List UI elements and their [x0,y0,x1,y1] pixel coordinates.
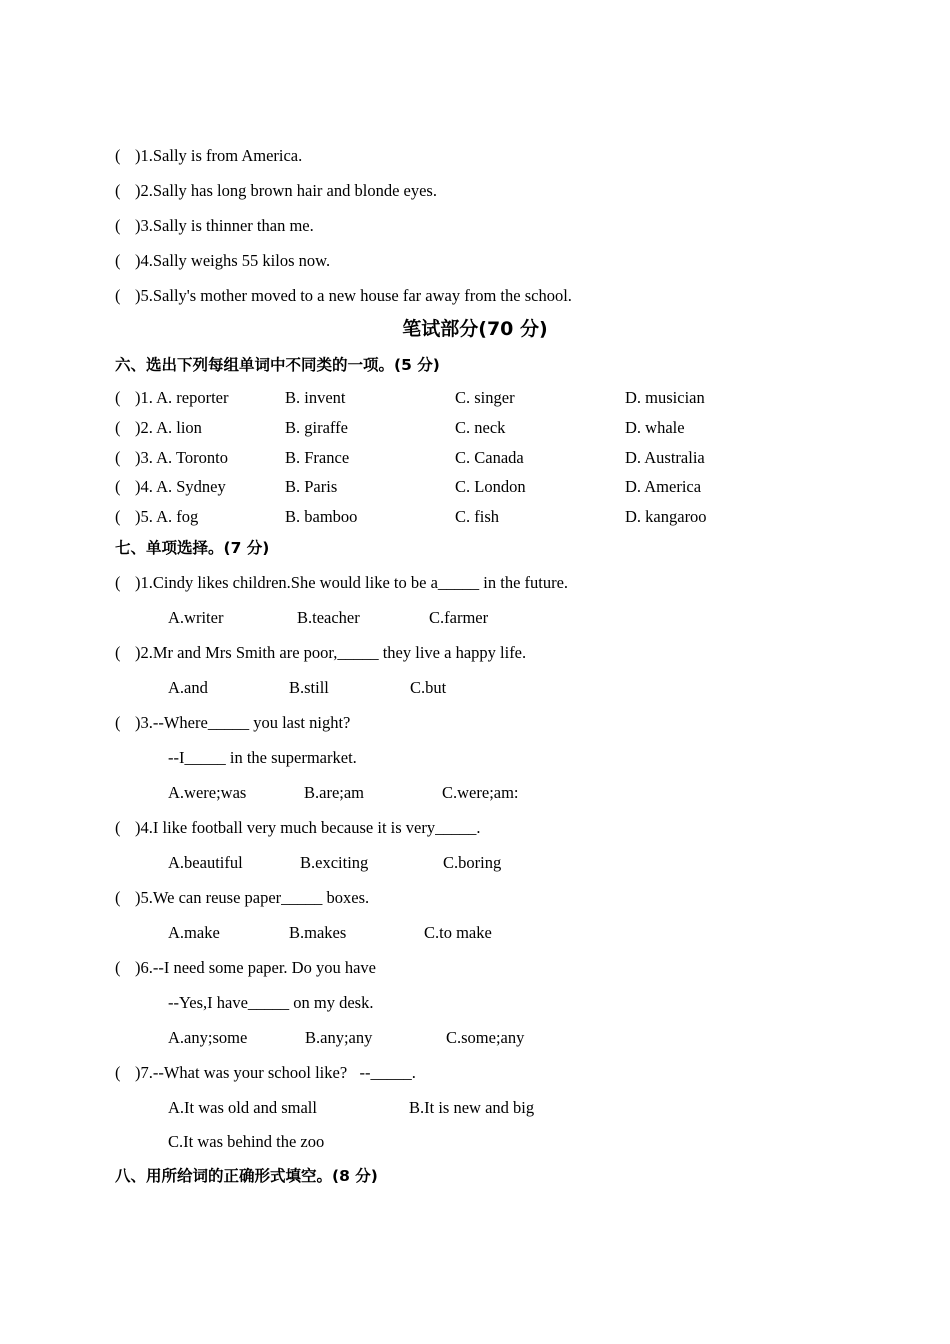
question-1 [115,573,568,593]
question-5 [115,888,369,908]
section-8-heading: 八、用所给词的正确形式填空。(8 分) [115,1167,378,1185]
answer-paren[interactable]: ( [115,573,121,592]
option-b: B. Paris [285,477,338,496]
question-3 [115,713,350,733]
tf-text: )2.Sally has long brown hair and blonde eyes. [135,181,437,200]
tf-item-2 [115,181,437,201]
choice-a: A.writer [168,608,224,627]
option-d: D. America [625,477,702,496]
answer-paren[interactable]: ( [115,251,121,270]
tf-text: )3.Sally is thinner than me. [135,216,314,235]
question-2 [115,643,526,663]
option-a: )4. A. Sydney [135,477,226,496]
question-3-line-2: --I_____ in the supermarket. [168,748,357,767]
choice-a: A.were;was [168,783,247,802]
tf-item-5 [115,286,572,306]
section-7-heading: 七、单项选择。(7 分) [115,539,270,557]
answer-paren[interactable]: ( [115,888,121,907]
question-6 [115,958,376,978]
option-c: C. neck [455,418,506,437]
answer-paren[interactable]: ( [115,818,121,837]
written-part-title: 笔试部分(70 分) [402,318,548,340]
option-b: B. bamboo [285,507,358,526]
choice-a: A.any;some [168,1028,248,1047]
option-d: D. musician [625,388,705,407]
option-c: C. London [455,477,526,496]
question-6-line-2: --Yes,I have_____ on my desk. [168,993,374,1012]
choice-c: C.some;any [446,1028,525,1047]
option-b: B. France [285,448,350,467]
answer-paren[interactable]: ( [115,507,121,526]
question-text: )5.We can reuse paper_____ boxes. [135,888,370,907]
answer-paren[interactable]: ( [115,388,121,407]
question-text: )2.Mr and Mrs Smith are poor,_____ they live a happy life. [135,643,527,662]
choice-a: A.It was old and small [168,1098,317,1117]
option-d: D. Australia [625,448,705,467]
answer-paren[interactable]: ( [115,958,121,977]
option-b: B. invent [285,388,346,407]
tf-item-3 [115,216,314,236]
choice-b: B.are;am [304,783,365,802]
option-a: )1. A. reporter [135,388,229,407]
answer-paren[interactable]: ( [115,286,121,305]
question-text: )6.--I need some paper. Do you have [135,958,376,977]
choice-a: A.make [168,923,220,942]
choice-a: A.and [168,678,208,697]
choice-c: C.were;am: [442,783,519,802]
tf-text: )4.Sally weighs 55 kilos now. [135,251,331,270]
option-d: D. whale [625,418,685,437]
choice-b: B.makes [289,923,347,942]
option-d: D. kangaroo [625,507,707,526]
answer-paren[interactable]: ( [115,477,121,496]
question-text: )7.--What was your school like? --_____. [135,1063,416,1082]
question-4 [115,818,481,838]
choice-c: C.It was behind the zoo [168,1132,325,1151]
option-a: )3. A. Toronto [135,448,228,467]
tf-text: )1.Sally is from America. [135,146,303,165]
choice-c: C.to make [424,923,492,942]
question-text: )1.Cindy likes children.She would like to be a_____ in the future. [135,573,569,592]
answer-paren[interactable]: ( [115,448,121,467]
choice-b: B.any;any [305,1028,373,1047]
choice-c: C.farmer [429,608,489,627]
question-text: )3.--Where_____ you last night? [135,713,351,732]
answer-paren[interactable]: ( [115,418,121,437]
choice-b: B.teacher [297,608,360,627]
question-7 [115,1063,416,1083]
option-a: )2. A. lion [135,418,202,437]
choice-a: A.beautiful [168,853,243,872]
tf-text: )5.Sally's mother moved to a new house far away from the school. [135,286,572,305]
option-c: C. fish [455,507,500,526]
answer-paren[interactable]: ( [115,181,121,200]
answer-paren[interactable]: ( [115,713,121,732]
choice-c: C.boring [443,853,502,872]
answer-paren[interactable]: ( [115,643,121,662]
section-6-heading: 六、选出下列每组单词中不同类的一项。(5 分) [115,356,440,374]
answer-paren[interactable]: ( [115,146,121,165]
choice-b: B.It is new and big [409,1098,535,1117]
answer-paren[interactable]: ( [115,216,121,235]
question-text: )4.I like football very much because it is very_____. [135,818,481,837]
answer-paren[interactable]: ( [115,1063,121,1082]
option-b: B. giraffe [285,418,348,437]
tf-item-4 [115,251,330,271]
tf-item-1 [115,146,302,166]
option-c: C. singer [455,388,515,407]
choice-b: B.still [289,678,329,697]
choice-b: B.exciting [300,853,369,872]
option-c: C. Canada [455,448,524,467]
option-a: )5. A. fog [135,507,199,526]
choice-c: C.but [410,678,447,697]
